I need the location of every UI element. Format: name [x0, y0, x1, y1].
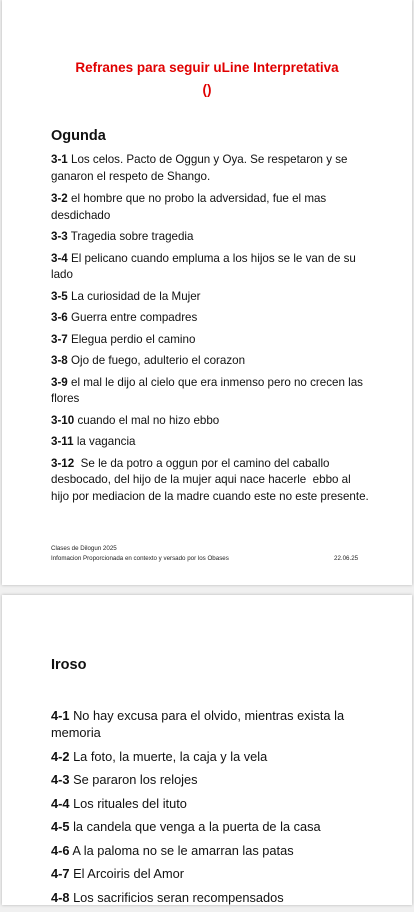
saying-number: 4-6 [51, 842, 70, 858]
saying-number: 4-2 [51, 748, 70, 764]
saying-text: Ojo de fuego, adulterio el corazon [71, 354, 246, 367]
document-page-1 [2, 0, 412, 585]
list-item [51, 310, 369, 327]
document-page-2 [2, 595, 412, 905]
saying-number: 3-11 [51, 435, 74, 448]
saying-number: 3-5 [51, 289, 68, 303]
saying-text: Los sacrificios seran recompensados [73, 889, 284, 905]
list-item [51, 191, 369, 224]
footer-course-name: Clases de Dilogun 2025 [51, 545, 117, 552]
list-item [51, 842, 369, 859]
list-item [51, 229, 369, 246]
list-item [51, 434, 369, 451]
saying-number: 4-7 [51, 866, 70, 881]
list-item [51, 865, 369, 882]
saying-text: La foto, la muerte, la caja y la vela [73, 748, 268, 764]
saying-number: 3-9 [51, 375, 68, 389]
section-heading-ogunda: Ogunda [51, 128, 106, 144]
list-item [51, 413, 369, 430]
saying-number: 4-8 [51, 889, 70, 905]
list-item [51, 289, 369, 306]
saying-text: la candela que venga a la puerta de la casa [73, 819, 321, 834]
saying-number: 3-8 [51, 354, 68, 367]
saying-text: el mal le dijo al cielo que era inmenso pero no crecen las flores [51, 375, 363, 405]
saying-number: 4-5 [51, 819, 70, 834]
saying-number: 3-7 [51, 332, 68, 346]
saying-text: Se le da potro a oggun por el camino del caballo desbocado, del hijo de la mujer aqui nace hacerle ebbo al hijo por mediacion de la madre cuando este no este presente. [51, 456, 369, 503]
saying-text: La curiosidad de la Mujer [71, 289, 201, 303]
document-title-parentheses: () [202, 82, 212, 97]
ogunda-sayings-list [51, 152, 369, 510]
document-title: Refranes para seguir uLine Interpretativa [75, 60, 339, 75]
saying-text: Los rituales del ituto [73, 795, 187, 811]
saying-number: 3-3 [51, 230, 68, 243]
list-item [51, 771, 369, 788]
saying-number: 4-1 [51, 708, 70, 723]
saying-number: 4-3 [51, 772, 70, 787]
list-item [51, 707, 369, 741]
saying-number: 3-6 [51, 311, 68, 324]
saying-number: 4-4 [51, 795, 70, 811]
saying-text: Guerra entre compadres [71, 311, 198, 324]
list-item [51, 818, 369, 835]
saying-text: No hay excusa para el olvido, mientras exista la memoria [51, 708, 345, 740]
saying-text: A la paloma no se le amarran las patas [72, 842, 294, 858]
saying-text: el hombre que no probo la adversidad, fue el mas desdichado [51, 192, 327, 222]
list-item [51, 375, 369, 408]
section-heading-iroso: Iroso [51, 657, 87, 673]
list-item [51, 889, 369, 906]
list-item [51, 353, 369, 370]
saying-text: cuando el mal no hizo ebbo [77, 413, 220, 427]
saying-text: Elegua perdio el camino [71, 332, 196, 346]
saying-number: 3-10 [51, 413, 75, 427]
saying-number: 3-4 [51, 251, 68, 265]
saying-text: El pelicano cuando empluma a los hijos se le van de su lado [51, 251, 356, 281]
list-item [51, 152, 369, 185]
iroso-sayings-list [51, 707, 369, 912]
list-item [51, 332, 369, 349]
list-item [51, 456, 369, 506]
list-item [51, 795, 369, 812]
list-item [51, 748, 369, 765]
footer-info: Infomacion Proporcionada en contexto y versado por los Obases [51, 555, 229, 562]
saying-number: 3-1 [51, 153, 68, 166]
saying-text: Se pararon los relojes [73, 772, 198, 787]
list-item [51, 251, 369, 284]
saying-text: El Arcoiris del Amor [73, 866, 185, 881]
saying-number: 3-2 [51, 192, 68, 205]
saying-text: Tragedia sobre tragedia [70, 230, 194, 243]
saying-text: la vagancia [76, 435, 136, 448]
saying-number: 3-12 [51, 456, 75, 470]
saying-text: Los celos. Pacto de Oggun y Oya. Se respetaron y se ganaron el respeto de Shango. [51, 153, 348, 183]
footer-date: 22.06.25 [334, 555, 359, 562]
